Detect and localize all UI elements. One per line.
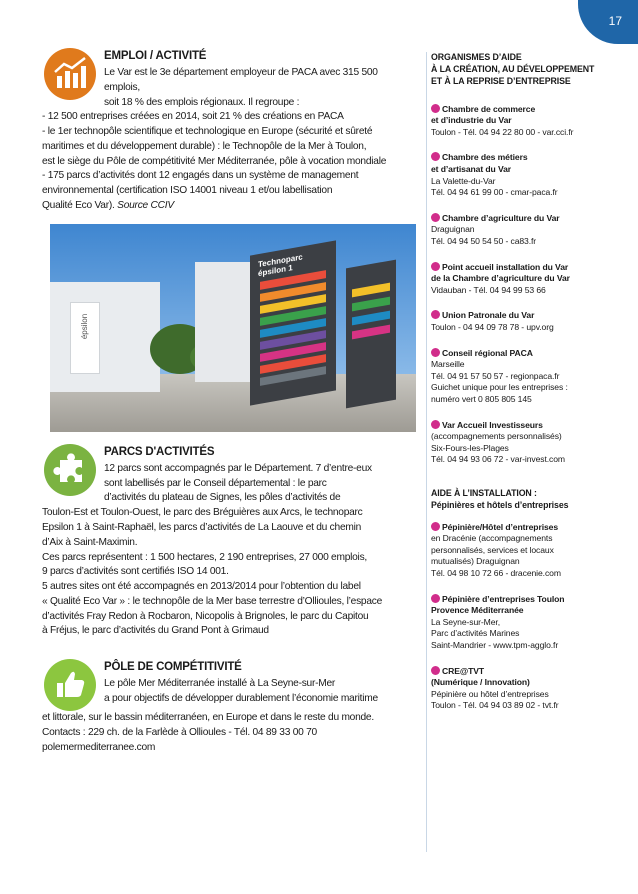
pole-line: et littorale, sur le bassin méditerranéen, en Europe et dans le reste du monde. [42, 712, 374, 724]
org-name: Chambre des métiers [442, 152, 528, 163]
side-sign [346, 259, 396, 408]
bullet-dot [431, 310, 440, 319]
org-name: (Numérique / Innovation) [431, 677, 530, 688]
org-detail: Tél. 04 94 61 99 00 - cmar-paca.fr [431, 187, 558, 198]
org-name: Pépinière/Hôtel d’entreprises [442, 521, 559, 532]
parcs-line: Ces parcs représentent : 1 500 hectares, 2 190 entreprises, 27 000 emplois, [42, 551, 367, 563]
installation-heading [431, 488, 617, 512]
org-detail: Draguignan [431, 224, 475, 235]
chart-icon [44, 48, 96, 100]
page-number-tab [578, 0, 638, 44]
org-point-accueil [431, 262, 617, 297]
org-name: Conseil régional PACA [442, 347, 533, 358]
bullet-dot [431, 213, 440, 222]
installation-heading-line: AIDE À L’INSTALLATION : [431, 487, 537, 498]
org-detail: en Dracénie (accompagnements [431, 533, 553, 544]
parcs-line: « Qualité Eco Var » : le technopôle de la Mer base terrestre d’Ollioules, l’espace [42, 595, 383, 607]
parcs-line: 9 parcs d’activités sont certifiés ISO 14 001. [42, 566, 229, 578]
pole-title: PÔLE DE COMPÉTITIVITÉ [104, 661, 242, 674]
parcs-intro: 12 parcs sont accompagnés par le Département. 7 d’entre-eux [104, 462, 372, 474]
aide-heading-line: ET À LA REPRISE D’ENTREPRISE [431, 75, 571, 86]
org-pepiniere-toulon [431, 594, 617, 652]
org-name: et d’industrie du Var [431, 115, 512, 126]
org-name: Chambre de commerce [442, 103, 536, 114]
org-detail: Vidauban - Tél. 04 94 99 53 66 [431, 284, 546, 295]
org-detail: Tél. 04 98 10 72 66 - dracenie.com [431, 568, 561, 578]
sign-title: Technoparc épsilon 1 [258, 252, 303, 278]
bullet-dot [431, 152, 440, 161]
emploi-title: EMPLOI / ACTIVITÉ [104, 50, 207, 62]
aide-heading [431, 52, 617, 88]
bullet-dot [431, 104, 440, 113]
page-number: 17 [608, 14, 622, 28]
org-upv [431, 310, 617, 333]
pole-line: polemermediterranee.com [42, 741, 156, 753]
org-detail: Marseille [431, 359, 465, 370]
org-agriculture [431, 213, 617, 248]
org-detail: numéro vert 0 805 805 145 [431, 393, 532, 404]
parcs-line: 5 autres sites ont été accompagnés en 2013/2014 pour l’obtention du label [42, 581, 361, 593]
org-detail: Tél. 04 91 57 50 57 - regionpaca.fr [431, 370, 560, 381]
parcs-intro: sont labellisés par le Conseil départemental : le parc [104, 477, 327, 489]
parcs-line: Epsilon 1 à Saint-Raphaël, les parcs d’activités de La Laouve et du chemin [42, 521, 362, 533]
org-detail: La Valette-du-Var [431, 175, 496, 186]
org-name: Var Accueil Investisseurs [442, 419, 543, 430]
emploi-line: - le 1er technopôle scientifique et technologique en Europe (sécurité et sûreté [42, 126, 373, 138]
pole-body [42, 711, 416, 755]
org-detail: Parc d’activités Marines [431, 628, 520, 639]
parcs-intro: d’activités du plateau de Signes, les pôles d’activités de [104, 492, 341, 504]
org-name: CRE@TVT [442, 665, 485, 676]
technoparc-sign [250, 240, 336, 405]
org-detail: mutualisés) Draguignan [431, 556, 520, 567]
parcs-title: PARCS D'ACTIVITÉS [104, 445, 215, 458]
emploi-body [42, 110, 416, 213]
org-name: de la Chambre d’agriculture du Var [431, 273, 570, 284]
aide-heading-line: ORGANISMES D’AIDE [431, 52, 522, 62]
org-name: Union Patronale du Var [442, 310, 535, 321]
org-detail: Toulon - 04 94 09 78 78 - upv.org [431, 321, 554, 332]
parcs-section-header [50, 444, 416, 506]
pole-line: Contacts : 229 ch. de la Farlède à Ollioules - Tél. 04 89 33 00 70 [42, 726, 317, 738]
org-name: Point accueil installation du Var [442, 261, 569, 272]
org-name: Chambre d’agriculture du Var [442, 212, 560, 223]
org-detail: Toulon - Tél. 04 94 22 80 00 - var.cci.fr [431, 126, 574, 137]
emploi-line: maritimes et du développement durable) : le Technopôle de la Mer à Toulon, [42, 140, 367, 152]
bullet-dot [431, 666, 440, 675]
emploi-line: - 12 500 entreprises créées en 2014, soit 21 % des créations en PACA [42, 111, 344, 123]
pole-section-header [50, 659, 416, 711]
pole-intro: Le pôle Mer Méditerranée installé à La Seyne-sur-Mer [104, 678, 336, 690]
emploi-last-text: Qualité Eco Var). [42, 200, 115, 212]
parcs-line: d’Aix à Saint-Maximin. [42, 536, 138, 548]
org-name: Pépinière d’entreprises Toulon [442, 593, 565, 604]
bullet-dot [431, 522, 440, 531]
emploi-line: environnemental (certification ISO 14001 niveau 1 et/ou labellisation [42, 185, 333, 197]
org-name: Provence Méditerranée [431, 605, 524, 616]
right-column [426, 52, 617, 852]
org-cma [431, 152, 617, 198]
org-region [431, 348, 617, 406]
org-name: et d’artisanat du Var [431, 164, 512, 174]
org-detail: Toulon - Tél. 04 94 03 89 02 - tvt.fr [431, 700, 559, 711]
org-detail: Saint-Mandrier - www.tpm-agglo.fr [431, 639, 559, 650]
building [50, 282, 160, 392]
building-text: épsilon [80, 313, 90, 339]
left-column [42, 48, 416, 756]
org-detail: personnalisés, services et locaux [431, 544, 554, 555]
org-detail: Tél. 04 94 93 06 72 - var-invest.com [431, 454, 565, 465]
emploi-line: - 175 parcs d’activités dont 12 engagés dans un système de management [42, 170, 359, 182]
org-cretvt [431, 666, 617, 712]
technoparc-photo [50, 224, 416, 432]
emploi-source: Source CCIV [117, 200, 174, 212]
emploi-intro-2: soit 18 % des emplois régionaux. Il regroupe : [104, 96, 300, 108]
org-detail: Six-Fours-les-Plages [431, 442, 509, 453]
org-var-invest [431, 420, 617, 466]
org-detail: (accompagnements personnalisés) [431, 431, 562, 442]
emploi-intro-1: Le Var est le 3e département employeur de PACA avec 315 500 emplois, [104, 67, 378, 93]
org-detail: Tél. 04 94 50 54 50 - ca83.fr [431, 235, 537, 246]
org-detail: La Seyne-sur-Mer, [431, 616, 500, 627]
emploi-section-header [50, 48, 416, 110]
org-detail: Guichet unique pour les entreprises : [431, 382, 568, 393]
puzzle-icon [44, 444, 96, 496]
pole-intro: a pour objectifs de développer durablement l’économie maritime [104, 692, 378, 704]
thumbs-up-icon [44, 659, 96, 711]
emploi-line: est le siège du Pôle de compétitivité Mer Méditerranée, pôle à vocation mondiale [42, 155, 387, 167]
installation-heading-line: Pépinières et hôtels d’entreprises [431, 499, 569, 510]
bullet-dot [431, 594, 440, 603]
aide-heading-line: À LA CRÉATION, AU DÉVELOPPEMENT [431, 63, 595, 74]
bullet-dot [431, 348, 440, 357]
org-detail: Pépinière ou hôtel d’entreprises [431, 688, 549, 699]
org-cci [431, 104, 617, 139]
bullet-dot [431, 420, 440, 429]
emploi-last-line [42, 199, 416, 214]
parcs-line: Toulon-Est et Toulon-Ouest, le parc des Bréguières aux Arcs, le technoparc [42, 507, 363, 519]
org-pepiniere-dracenie [431, 522, 617, 580]
parcs-body [42, 506, 416, 639]
parcs-line: d’activités Fray Redon à Rocbaron, Nicopolis à Brignoles, le parc du Capitou [42, 610, 369, 622]
parcs-line: à Fréjus, le parc d’activités du Grand Pont à Grimaud [42, 625, 269, 637]
bullet-dot [431, 262, 440, 271]
sign-panel [195, 262, 250, 382]
